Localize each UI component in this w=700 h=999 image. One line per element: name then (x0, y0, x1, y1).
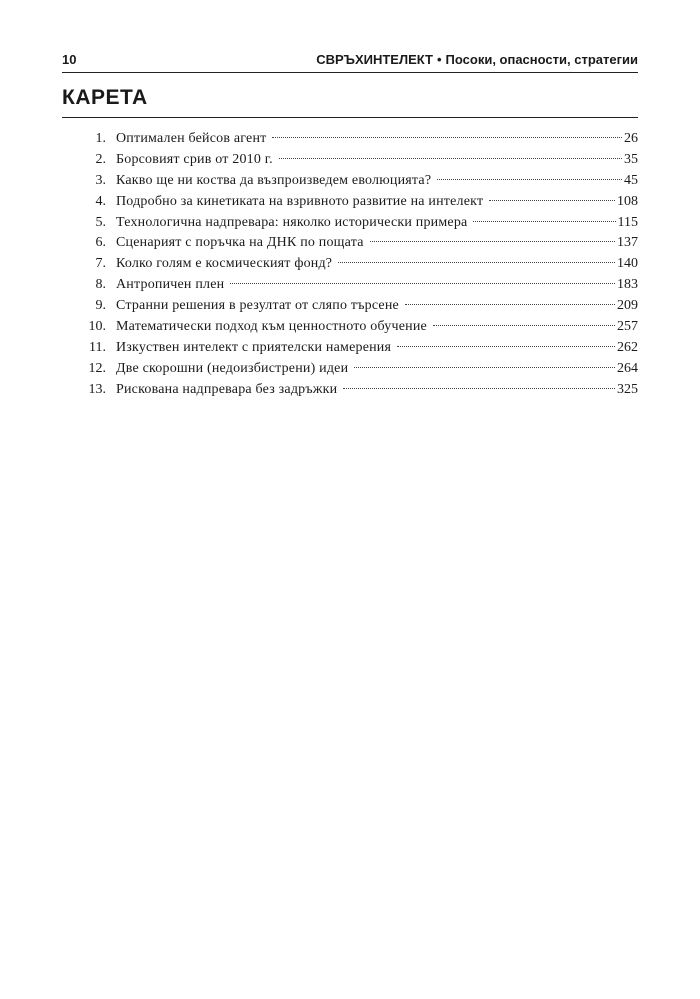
book-title-main: СВРЪХИНТЕЛЕКТ (316, 52, 433, 67)
entry-page: 35 (624, 151, 638, 167)
toc-entry (78, 296, 638, 317)
dot-leader (433, 325, 615, 326)
book-title (316, 52, 638, 67)
entry-title: Антропичен плен (116, 277, 225, 293)
entry-title: Технологична надпревара: няколко исторически примера (116, 214, 468, 230)
entry-number: 10. (88, 319, 106, 335)
dot-leader (338, 262, 615, 263)
toc-entry (78, 317, 638, 338)
entry-number: 9. (95, 298, 106, 314)
entry-title: Сценарият с поръчка на ДНК по пощата (116, 235, 364, 251)
dot-leader (405, 304, 615, 305)
dot-leader (272, 137, 622, 138)
toc-entry (78, 380, 638, 401)
toc-entry (78, 171, 638, 192)
toc-entry (78, 213, 638, 234)
entry-page: 183 (617, 277, 638, 293)
toc-entry (78, 359, 638, 380)
section-heading: КАРЕТА (62, 86, 148, 109)
entry-title: Странни решения в резултат от сляпо търсене (116, 298, 399, 314)
entry-page: 137 (617, 235, 638, 251)
toc-entry (78, 254, 638, 275)
dot-leader (230, 283, 615, 284)
book-subtitle: Посоки, опасности, стратегии (445, 52, 638, 67)
entry-number: 8. (95, 277, 106, 293)
boxes-list (78, 129, 638, 401)
entry-title: Изкуствен интелект с приятелски намерения (116, 339, 392, 355)
heading-rule (62, 117, 638, 118)
page-number: 10 (62, 52, 77, 67)
dot-leader (397, 346, 615, 347)
entry-title: Две скорошни (недоизбистрени) идеи (116, 360, 349, 376)
entry-title: Какво ще ни коства да възпроизведем еволюцията? (116, 172, 432, 188)
entry-title: Борсовият срив от 2010 г. (116, 151, 273, 167)
entry-title: Оптимален бейсов агент (116, 131, 267, 146)
toc-entry (78, 150, 638, 171)
entry-number: 12. (88, 360, 106, 376)
dot-leader (489, 200, 615, 201)
running-header (62, 48, 638, 73)
entry-page: 264 (617, 360, 638, 376)
entry-page: 257 (617, 319, 638, 335)
dot-leader (437, 179, 622, 180)
entry-number: 4. (95, 193, 106, 209)
entry-title: Математически подход към ценностното обучение (116, 319, 427, 335)
entry-page: 108 (617, 193, 638, 209)
entry-number: 1. (95, 131, 106, 146)
entry-number: 3. (95, 172, 106, 188)
entry-page: 262 (617, 339, 638, 355)
entry-number: 2. (95, 151, 106, 167)
toc-entry (78, 275, 638, 296)
toc-entry (78, 233, 638, 254)
entry-page: 140 (617, 256, 638, 272)
toc-entry (78, 338, 638, 359)
dot-leader (279, 158, 622, 159)
entry-title: Колко голям е космическият фонд? (116, 256, 333, 272)
toc-entry (78, 192, 638, 213)
entry-page: 325 (617, 381, 638, 397)
dot-leader (473, 221, 615, 222)
entry-title: Подробно за кинетиката на взривното развитие на интелект (116, 193, 484, 209)
entry-page: 209 (617, 298, 638, 314)
entry-number: 5. (95, 214, 106, 230)
entry-number: 7. (95, 256, 106, 272)
entry-page: 26 (624, 131, 638, 146)
entry-number: 11. (89, 339, 106, 355)
dot-leader (370, 241, 615, 242)
title-separator: • (436, 52, 442, 67)
entry-page: 115 (617, 214, 638, 230)
entry-page: 45 (624, 172, 638, 188)
entry-number: 13. (88, 381, 106, 397)
entry-title: Рискована надпревара без задръжки (116, 381, 338, 397)
entry-number: 6. (95, 235, 106, 251)
toc-entry (78, 129, 638, 150)
dot-leader (343, 388, 615, 389)
dot-leader (354, 367, 615, 368)
